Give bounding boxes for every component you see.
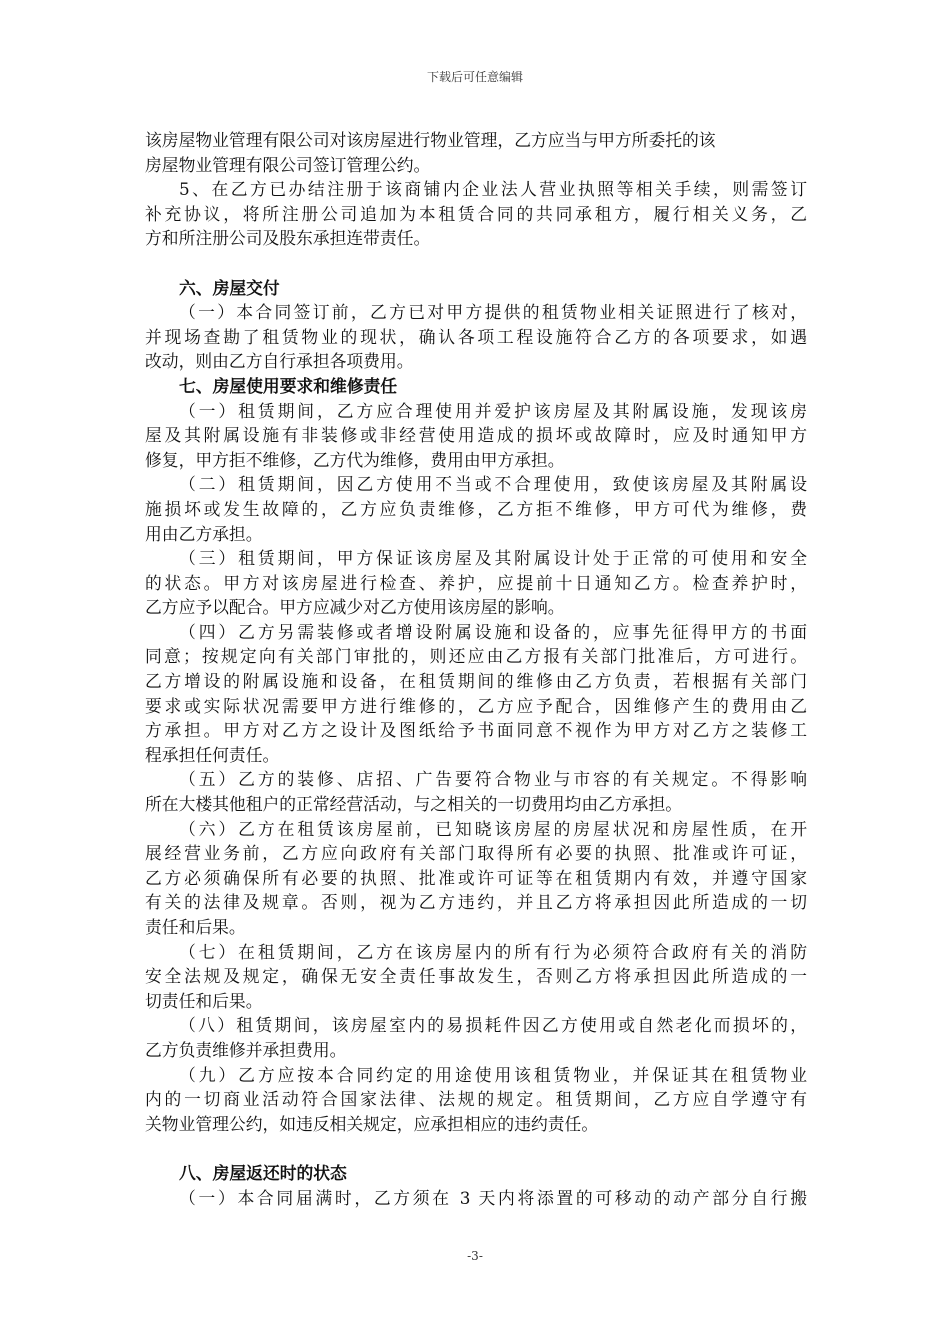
page-header: 下载后可任意编辑: [426, 70, 523, 84]
paragraph-line: （三）租赁期间，甲方保证该房屋及其附属设计处于正常的可使用和安全: [179, 548, 807, 569]
paragraph-line: 乙方应予以配合。甲方应减少对乙方使用该房屋的影响。: [145, 597, 565, 618]
paragraph-line: 的状态。甲方对该房屋进行检查、养护，应提前十日通知乙方。检查养护时，: [145, 572, 807, 593]
paragraph-line: 乙方增设的附属设施和设备，在租赁期间的维修由乙方负责，若根据有关部门: [145, 671, 807, 692]
paragraph-line: （一）本合同签订前，乙方已对甲方提供的租赁物业相关证照进行了核对，: [179, 302, 807, 323]
page-number: -3-: [467, 1249, 483, 1263]
paragraph-line: 修复，甲方拒不维修，乙方代为维修，费用由甲方承担。: [145, 449, 565, 470]
paragraph-line: 展经营业务前，乙方应向政府有关部门取得所有必要的执照、批准或许可证，: [145, 843, 807, 864]
section-heading: 八、房屋返还时的状态: [179, 1162, 347, 1183]
blank-line: [145, 251, 807, 276]
paragraph-line: 程承担任何责任。: [145, 744, 280, 765]
paragraph-line: （五）乙方的装修、店招、广告要符合物业与市容的有关规定。不得影响: [179, 769, 807, 790]
paragraph-line: （六）乙方在租赁该房屋前，已知晓该房屋的房屋状况和房屋性质，在开: [179, 818, 807, 839]
paragraph-line: 要求或实际状况需要甲方进行维修的，乙方应予配合，因维修产生的费用由乙: [145, 695, 807, 716]
paragraph-line: 施损坏或发生故障的，乙方应负责维修，乙方拒不维修，甲方可代为维修，费: [145, 498, 807, 519]
paragraph-line: 所在大楼其他租户的正常经营活动，与之相关的一切费用均由乙方承担。: [145, 794, 683, 815]
paragraph-line: 5、在乙方已办结注册于该商铺内企业法人营业执照等相关手续，则需签订: [179, 179, 807, 200]
document-body: [145, 128, 807, 1210]
paragraph-line: 乙方必须确保所有必要的执照、批准或许可证等在租赁期内有效，并遵守国家: [145, 867, 807, 888]
paragraph-line: 方和所注册公司及股东承担连带责任。: [145, 228, 431, 249]
paragraph-line: 并现场查勘了租赁物业的现状，确认各项工程设施符合乙方的各项要求，如遇: [145, 326, 807, 347]
section-heading: 六、房屋交付: [179, 277, 280, 298]
paragraph-line: 内的一切商业活动符合国家法律、法规的规定。租赁期间，乙方应自学遵守有: [145, 1089, 807, 1110]
paragraph-line: （七）在租赁期间，乙方在该房屋内的所有行为必须符合政府有关的消防: [179, 941, 807, 962]
paragraph-line: 安全法规及规定，确保无安全责任事故发生，否则乙方将承担因此所造成的一: [145, 966, 807, 987]
paragraph-line: （二）租赁期间，因乙方使用不当或不合理使用，致使该房屋及其附属设: [179, 474, 807, 495]
blank-line: [145, 1136, 807, 1161]
paragraph-line: 有关的法律及规章。否则，视为乙方违约，并且乙方将承担因此所造成的一切: [145, 892, 807, 913]
section-heading: 七、房屋使用要求和维修责任: [179, 375, 398, 396]
paragraph-line: （九）乙方应按本合同约定的用途使用该租赁物业，并保证其在租赁物业: [179, 1064, 807, 1085]
paragraph-line: （一）本合同届满时，乙方须在 3 天内将添置的可移动的动产部分自行搬: [179, 1187, 807, 1208]
paragraph-line: 乙方负责维修并承担费用。: [145, 1039, 347, 1060]
paragraph-line: 责任和后果。: [145, 917, 246, 937]
paragraph-line: 补充协议，将所注册公司追加为本租赁合同的共同承租方，履行相关义务，乙: [145, 203, 807, 224]
paragraph-line: 改动，则由乙方自行承担各项费用。: [145, 351, 414, 372]
paragraph-line: 用由乙方承担。: [145, 523, 263, 544]
paragraph-line: （四）乙方另需装修或者增设附属设施和设备的，应事先征得甲方的书面: [179, 621, 807, 642]
paragraph-line: 方承担。甲方对乙方之设计及图纸给予书面同意不视作为甲方对乙方之装修工: [145, 720, 807, 741]
paragraph-line: （一）租赁期间，乙方应合理使用并爱护该房屋及其附属设施，发现该房: [179, 400, 807, 421]
paragraph-line: 切责任和后果。: [145, 990, 263, 1011]
paragraph-line: 该房屋物业管理有限公司对该房屋进行物业管理，乙方应当与甲方所委托的该: [145, 130, 716, 150]
paragraph-line: 屋及其附属设施有非装修或非经营使用造成的损坏或故障时，应及时通知甲方: [145, 425, 807, 446]
paragraph-line: 房屋物业管理有限公司签订管理公约。: [145, 154, 431, 175]
paragraph-line: 同意；按规定向有关部门审批的，则还应由乙方报有关部门批准后，方可进行。: [145, 646, 807, 667]
paragraph-line: （八）租赁期间，该房屋室内的易损耗件因乙方使用或自然老化而损坏的，: [179, 1015, 807, 1036]
paragraph-line: 关物业管理公约，如违反相关规定，应承担相应的违约责任。: [145, 1113, 599, 1134]
